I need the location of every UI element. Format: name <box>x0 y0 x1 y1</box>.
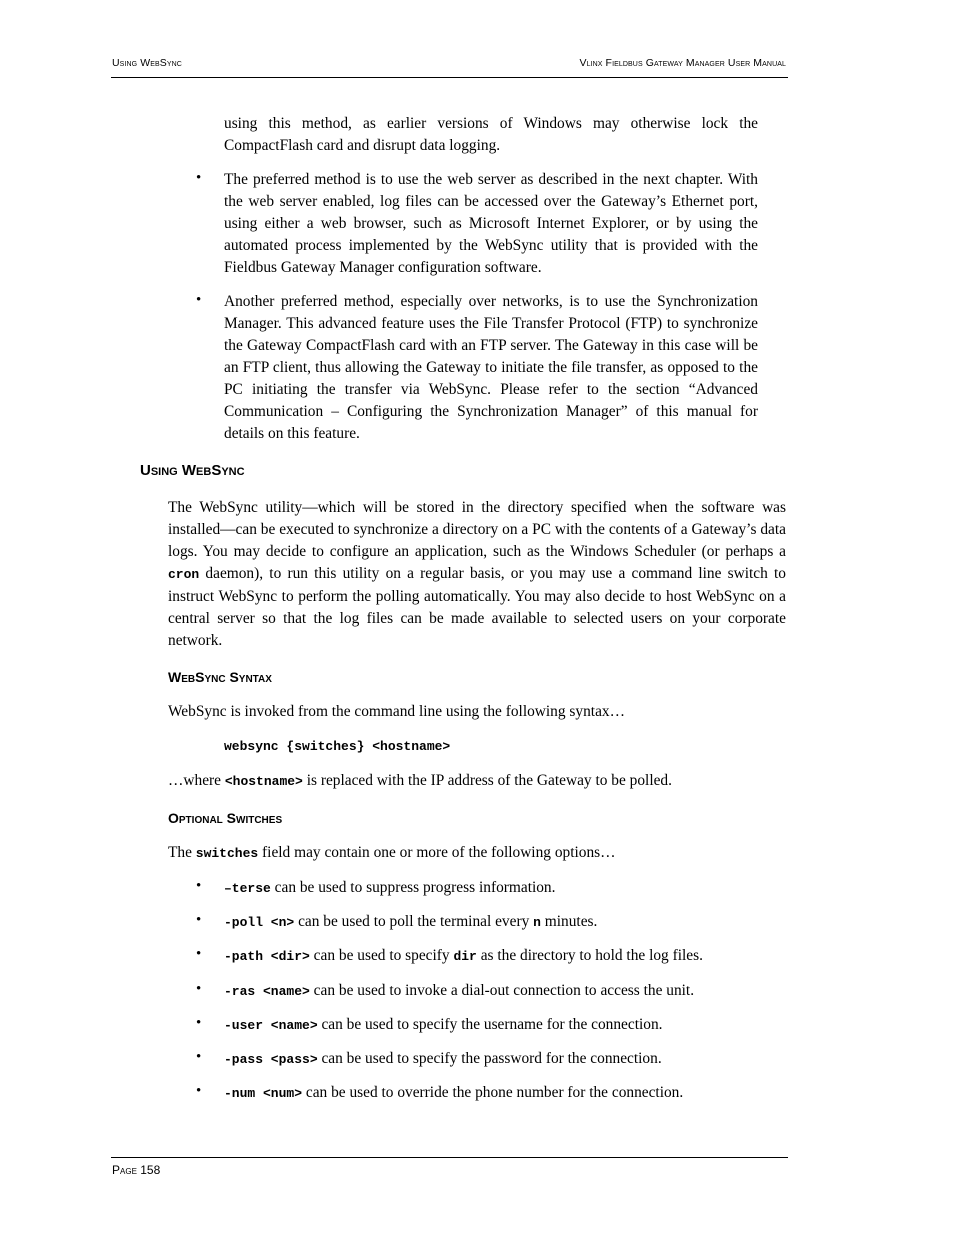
switch-item-num <box>224 1082 683 1105</box>
bullet-icon: • <box>196 170 202 186</box>
footer-rule <box>111 1157 788 1158</box>
bullet-icon: • <box>196 878 202 894</box>
header-rule <box>111 77 788 78</box>
intro-bullet-sync-manager: Another preferred method, especially over networks, is to use the Synchronization Manager. This advanced feature uses the File Transfer Protocol (FTP) to synchronize the Gateway CompactFlash card with an FTP server. The Gateway in this case will be an FTP client, thus allowing the Gateway to initiate the file transfer, as opposed to the PC initiating the transfer via WebSync. Please refer to the section “Advanced Communication – Configuring the Synchronization Manager” of this manual for details on this feature. <box>224 293 758 442</box>
section-paragraph-end: daemon), to run this utility on a regular basis, or you may use a command line switch to instruct WebSync to perform the polling automatically. You may also decide to host WebSync on a central server so that the log files can be made available to selected users on your corporate network. <box>168 565 786 649</box>
switches-intro <box>168 842 616 865</box>
syntax-where-prefix: …where <box>168 772 225 789</box>
switch-desc: can be used to specify <box>309 947 454 964</box>
running-header-left: Using WebSync <box>112 57 182 69</box>
switch-arg-code: n <box>533 915 541 930</box>
bullet-icon: • <box>196 1015 202 1031</box>
switch-desc-end: minutes. <box>540 913 598 930</box>
switches-heading: Optional Switches <box>168 810 283 826</box>
syntax-intro: WebSync is invoked from the command line using the following syntax… <box>168 703 625 720</box>
switch-item-pass <box>224 1048 662 1071</box>
switch-desc: can be used to override the phone number for the connection. <box>302 1084 684 1101</box>
syntax-where <box>168 770 672 793</box>
switch-desc: can be used to suppress progress information. <box>270 879 556 896</box>
switch-code: –terse <box>224 881 271 896</box>
switch-desc-end: as the directory to hold the log files. <box>476 947 703 964</box>
bullet-icon: • <box>196 981 202 997</box>
switch-code: -path <dir> <box>224 949 310 964</box>
switch-item-terse <box>224 877 555 900</box>
switch-code: -user <name> <box>224 1018 318 1033</box>
switch-desc: can be used to poll the terminal every <box>294 913 534 930</box>
page-number: Page 158 <box>112 1163 161 1177</box>
switch-code: -ras <name> <box>224 984 310 999</box>
hostname-code: <hostname> <box>224 774 303 789</box>
switches-intro-prefix: The <box>168 844 196 861</box>
bullet-icon: • <box>196 292 202 308</box>
switch-arg-code: dir <box>453 949 477 964</box>
switch-item-path <box>224 945 703 968</box>
switch-item-poll <box>224 911 597 934</box>
bullet-icon: • <box>196 912 202 928</box>
section-title: Using WebSync <box>140 462 245 479</box>
syntax-heading: WebSync Syntax <box>168 669 272 685</box>
bullet-icon: • <box>196 1083 202 1099</box>
syntax-where-suffix: is replaced with the IP address of the Gateway to be polled. <box>302 772 672 789</box>
switch-item-ras <box>224 980 694 1003</box>
bullet-icon: • <box>196 1049 202 1065</box>
switch-code: -num <num> <box>224 1086 303 1101</box>
running-header-right: Vlinx Fieldbus Gateway Manager User Manual <box>579 57 786 69</box>
switches-code: switches <box>195 846 259 861</box>
switch-code: -pass <pass> <box>224 1052 318 1067</box>
cron-code: cron <box>168 567 200 582</box>
switch-desc: can be used to specify the username for the connection. <box>317 1016 663 1033</box>
section-paragraph-start: The WebSync utility—which will be stored in the directory specified when the software was installed—can be executed to synchronize a directory on a PC with the contents of a Gateway’s data logs. You may decide to configure an application, such as the Windows Scheduler (or perhaps a <box>168 499 786 560</box>
switch-desc: can be used to invoke a dial-out connection to access the unit. <box>309 982 695 999</box>
intro-continuation: using this method, as earlier versions of Windows may otherwise lock the CompactFlash card and disrupt data logging. <box>224 115 758 154</box>
switches-intro-suffix: field may contain one or more of the following options… <box>258 844 616 861</box>
switch-desc: can be used to specify the password for the connection. <box>317 1050 662 1067</box>
intro-bullet-web-server: The preferred method is to use the web server as described in the next chapter. With the web server enabled, log files can be accessed over the Gateway’s Ethernet port, using either a web browser, such as Microsoft Internet Explorer, or by using the automated process implemented by the WebSync utility that is provided with the Fieldbus Gateway Manager configuration software. <box>224 171 758 276</box>
syntax-command: websync {switches} <hostname> <box>224 739 451 754</box>
section-paragraph <box>168 497 786 652</box>
switch-item-user <box>224 1014 663 1037</box>
bullet-icon: • <box>196 946 202 962</box>
switch-code: -poll <n> <box>224 915 295 930</box>
